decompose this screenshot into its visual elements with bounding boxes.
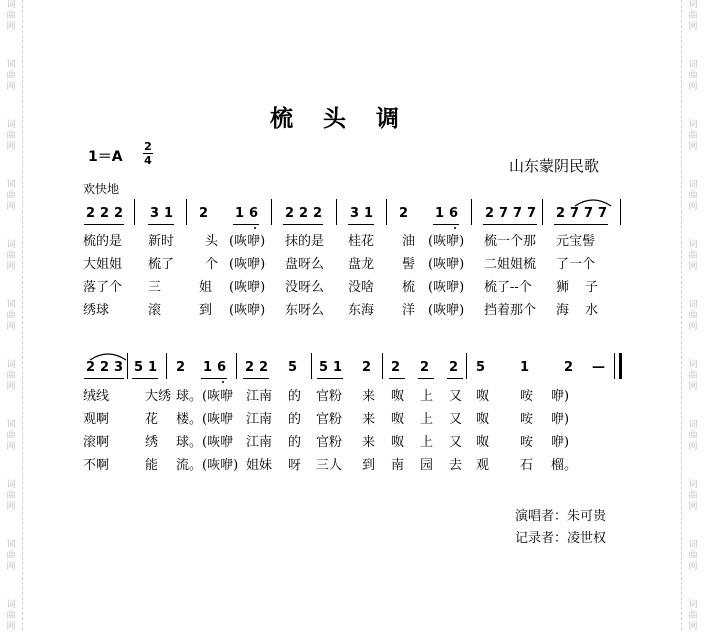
time-sig-top: 2 [144, 140, 152, 153]
final-barline-thin [614, 353, 615, 379]
watermark-text: 词 曲 网 [688, 60, 698, 92]
lyric-syllable: 不啊 [83, 458, 110, 473]
recorder-credit: 记录者：凌世权 [515, 531, 607, 546]
final-barline-thick [619, 353, 622, 379]
lyric-syllable: 个 [205, 257, 219, 272]
lyric-syllable: 咹 [520, 412, 534, 427]
note: 5 [476, 360, 486, 375]
lyric-syllable: 大绣 [145, 389, 172, 404]
note: 6 [449, 206, 459, 221]
lyric-syllable: 能 [145, 458, 159, 473]
beam-underline [483, 224, 537, 225]
watermark-text: 词 曲 网 [6, 180, 16, 212]
lyric-syllable: 东海 [348, 303, 375, 318]
lyric-syllable: 来 [362, 435, 376, 450]
tie-arc [88, 350, 128, 362]
lyric-syllable: 大姐姐 [83, 257, 123, 272]
lyric-syllable: 新时 [148, 234, 175, 249]
octave-low-dot [254, 227, 256, 229]
lyric-syllable: 滚啊 [83, 435, 110, 450]
watermark-text: 词 曲 网 [688, 360, 698, 392]
barline [382, 353, 383, 379]
barline [186, 199, 187, 225]
note: 1 [164, 206, 174, 221]
watermark-text: 词 曲 网 [6, 600, 16, 632]
note: 2 [86, 360, 96, 375]
watermark-text: 词 曲 网 [6, 420, 16, 452]
watermark-text: 词 曲 网 [688, 120, 698, 152]
watermark-text: 词 曲 网 [688, 480, 698, 512]
lyric-syllable: 头 [205, 234, 219, 249]
note: 7 [527, 206, 537, 221]
beam-underline [433, 224, 459, 225]
note: 1 [203, 360, 213, 375]
watermark-text: 词 曲 网 [6, 120, 16, 152]
lyric-syllable: (咴咿) [229, 234, 266, 249]
note: 2 [313, 206, 323, 221]
time-sig-bottom: 4 [144, 154, 152, 167]
lyric-syllable: 抹的是 [285, 234, 325, 249]
lyric-syllable: 来 [362, 389, 376, 404]
barline [466, 353, 467, 379]
note: 7 [513, 206, 523, 221]
lyric-syllable: (咴咿) [229, 303, 266, 318]
lyric-syllable: (咴咿) [428, 234, 465, 249]
lyric-syllable: 梳了 [148, 257, 175, 272]
lyric-syllable: 盘呀么 [285, 257, 325, 272]
lyric-syllable: 的 [288, 412, 302, 427]
lyric-syllable: 又 [449, 412, 463, 427]
lyric-syllable: 江南 [246, 412, 273, 427]
lyric-syllable: 又 [449, 389, 463, 404]
lyric-syllable: 了一个 [556, 257, 596, 272]
beam-underline [348, 224, 374, 225]
beam-underline [132, 378, 158, 379]
lyric-syllable: 上 [420, 412, 434, 427]
note: 2 [199, 206, 209, 221]
note: 5 [134, 360, 144, 375]
barline [620, 199, 621, 225]
note: 5 [288, 360, 298, 375]
lyric-syllable: 官粉 [316, 435, 343, 450]
lyric-syllable: 南 [391, 458, 405, 473]
barline [236, 353, 237, 379]
watermark-text: 词 曲 网 [6, 240, 16, 272]
note: — [592, 360, 605, 375]
note: 2 [285, 206, 295, 221]
lyric-syllable: 球。(咴咿 [176, 435, 234, 450]
watermark-text: 词 曲 网 [6, 60, 16, 92]
note: 2 [176, 360, 186, 375]
note: 2 [299, 206, 309, 221]
lyric-syllable: 呶 [391, 412, 405, 427]
note: 2 [399, 206, 409, 221]
barline [336, 199, 337, 225]
watermark-text: 词 曲 网 [688, 540, 698, 572]
lyric-syllable: 呶 [391, 389, 405, 404]
lyric-syllable: 呶 [476, 412, 490, 427]
lyric-syllable: 的 [288, 435, 302, 450]
note: 2 [556, 206, 566, 221]
watermark-text: 词 曲 网 [688, 300, 698, 332]
note: 2 [449, 360, 459, 375]
lyric-syllable: 梳的是 [83, 234, 123, 249]
lyric-syllable: 江南 [246, 389, 273, 404]
lyric-syllable: 姐 [199, 280, 213, 295]
lyric-syllable: 到 [199, 303, 213, 318]
lyric-syllable: 观啊 [83, 412, 110, 427]
note: 3 [150, 206, 160, 221]
barline [311, 353, 312, 379]
watermark-text: 词 曲 网 [6, 480, 16, 512]
lyric-syllable: 园 [420, 458, 434, 473]
lyric-syllable: 呀 [288, 458, 302, 473]
tempo-marking: 欢快地 [83, 182, 120, 196]
lyric-syllable: 梳一个那 [484, 234, 537, 249]
lyric-syllable: 咹 [520, 435, 534, 450]
watermark-text: 词 曲 网 [688, 180, 698, 212]
note: 6 [249, 206, 259, 221]
lyric-syllable: 落了个 [83, 280, 123, 295]
lyric-syllable: 元宝髻 [556, 234, 596, 249]
lyric-syllable: 去 [449, 458, 463, 473]
note: 5 [319, 360, 329, 375]
lyric-syllable: 洋 [402, 303, 416, 318]
lyric-syllable: (咴咿) [428, 257, 465, 272]
lyric-syllable: 观 [476, 458, 490, 473]
lyric-syllable: 咹 [520, 389, 534, 404]
lyric-syllable: 石 [520, 458, 534, 473]
note: 2 [245, 360, 255, 375]
lyric-syllable: 流。(咴咿) [176, 458, 239, 473]
lyric-syllable: 狮 [556, 280, 570, 295]
lyric-syllable: 挡着那个 [484, 303, 537, 318]
watermark-text: 词 曲 网 [688, 240, 698, 272]
beam-underline [84, 224, 124, 225]
lyric-syllable: 来 [362, 412, 376, 427]
lyric-syllable: 三 [148, 280, 162, 295]
lyric-syllable: 子 [585, 280, 599, 295]
beam-underline [447, 378, 463, 379]
lyric-syllable: 上 [420, 389, 434, 404]
lyric-syllable: 绒线 [83, 389, 110, 404]
watermark-text: 词 曲 网 [6, 300, 16, 332]
note: 2 [86, 206, 96, 221]
lyric-syllable: 姐妹 [246, 458, 273, 473]
note: 2 [362, 360, 372, 375]
lyric-syllable: 到 [362, 458, 376, 473]
lyric-syllable: 的 [288, 389, 302, 404]
lyric-syllable: 桂花 [348, 234, 375, 249]
octave-low-dot [222, 381, 224, 383]
note: 2 [114, 206, 124, 221]
beam-underline [148, 224, 174, 225]
barline [134, 199, 135, 225]
beam-underline [283, 224, 323, 225]
barline [386, 199, 387, 225]
barline [471, 199, 472, 225]
note: 2 [100, 360, 110, 375]
lyric-syllable: 梳 [402, 280, 416, 295]
barline [166, 353, 167, 379]
lyric-syllable: 没呀么 [285, 280, 325, 295]
note: 3 [350, 206, 360, 221]
lyric-syllable: 咿) [551, 435, 570, 450]
note: 7 [598, 206, 608, 221]
lyric-syllable: 官粉 [316, 412, 343, 427]
note: 3 [114, 360, 124, 375]
note: 1 [235, 206, 245, 221]
tie-arc [573, 196, 613, 208]
barline [271, 199, 272, 225]
lyric-syllable: 呶 [391, 435, 405, 450]
note: 1 [435, 206, 445, 221]
note: 2 [420, 360, 430, 375]
beam-underline [201, 378, 227, 379]
lyric-syllable: 又 [449, 435, 463, 450]
note: 6 [217, 360, 227, 375]
octave-low-dot [454, 227, 456, 229]
beam-underline [418, 378, 434, 379]
lyric-syllable: (咴咿) [229, 257, 266, 272]
note: 1 [520, 360, 530, 375]
watermark-text: 词 曲 网 [6, 540, 16, 572]
note: 1 [364, 206, 374, 221]
note: 2 [391, 360, 401, 375]
key-signature: 1＝A [88, 149, 123, 165]
lyric-syllable: 楼。(咴咿 [176, 412, 234, 427]
lyric-syllable: 滚 [148, 303, 162, 318]
lyric-syllable: 绣 [145, 435, 159, 450]
note: 2 [100, 206, 110, 221]
song-origin: 山东蒙阴民歌 [509, 157, 600, 175]
lyric-syllable: 上 [420, 435, 434, 450]
singer-credit: 演唱者：朱可贵 [515, 509, 607, 524]
note: 1 [333, 360, 343, 375]
lyric-syllable: 呶 [476, 389, 490, 404]
barline [542, 199, 543, 225]
watermark-text: 词 曲 网 [688, 0, 698, 32]
lyric-syllable: 没啥 [348, 280, 375, 295]
beam-underline [233, 224, 259, 225]
watermark-text: 词 曲 网 [6, 360, 16, 392]
watermark-text: 词 曲 网 [688, 420, 698, 452]
lyric-syllable: 盘龙 [348, 257, 375, 272]
watermark-text: 词 曲 网 [6, 0, 16, 32]
lyric-syllable: 官粉 [316, 389, 343, 404]
note: 1 [148, 360, 158, 375]
lyric-syllable: (咴咿) [428, 303, 465, 318]
page-title: 梳头调 [270, 105, 429, 132]
lyric-syllable: 梳了--个 [484, 280, 532, 295]
lyric-syllable: 海 [556, 303, 570, 318]
beam-underline [389, 378, 405, 379]
lyric-syllable: 绣球 [83, 303, 110, 318]
time-signature [143, 140, 153, 167]
note: 2 [259, 360, 269, 375]
note: 7 [584, 206, 594, 221]
lyric-syllable: 二姐姐梳 [484, 257, 537, 272]
lyric-syllable: (咴咿) [428, 280, 465, 295]
lyric-syllable: 榴。 [551, 458, 578, 473]
note: 2 [564, 360, 574, 375]
lyric-syllable: 髻 [402, 257, 416, 272]
lyric-syllable: 江南 [246, 435, 273, 450]
lyric-syllable: 花 [145, 412, 159, 427]
note: 7 [499, 206, 509, 221]
note: 7 [570, 206, 580, 221]
lyric-syllable: 咿) [551, 389, 570, 404]
lyric-syllable: 三人 [316, 458, 343, 473]
beam-underline [317, 378, 343, 379]
lyric-syllable: 油 [402, 234, 416, 249]
lyric-syllable: 水 [585, 303, 599, 318]
lyric-syllable: (咴咿) [229, 280, 266, 295]
lyric-syllable: 东呀么 [285, 303, 325, 318]
lyric-syllable: 咿) [551, 412, 570, 427]
beam-underline [243, 378, 269, 379]
beam-underline [554, 224, 608, 225]
note: 2 [485, 206, 495, 221]
beam-underline [84, 378, 124, 379]
watermark-text: 词 曲 网 [688, 600, 698, 632]
lyric-syllable: 呶 [476, 435, 490, 450]
lyric-syllable: 球。(咴咿 [176, 389, 234, 404]
